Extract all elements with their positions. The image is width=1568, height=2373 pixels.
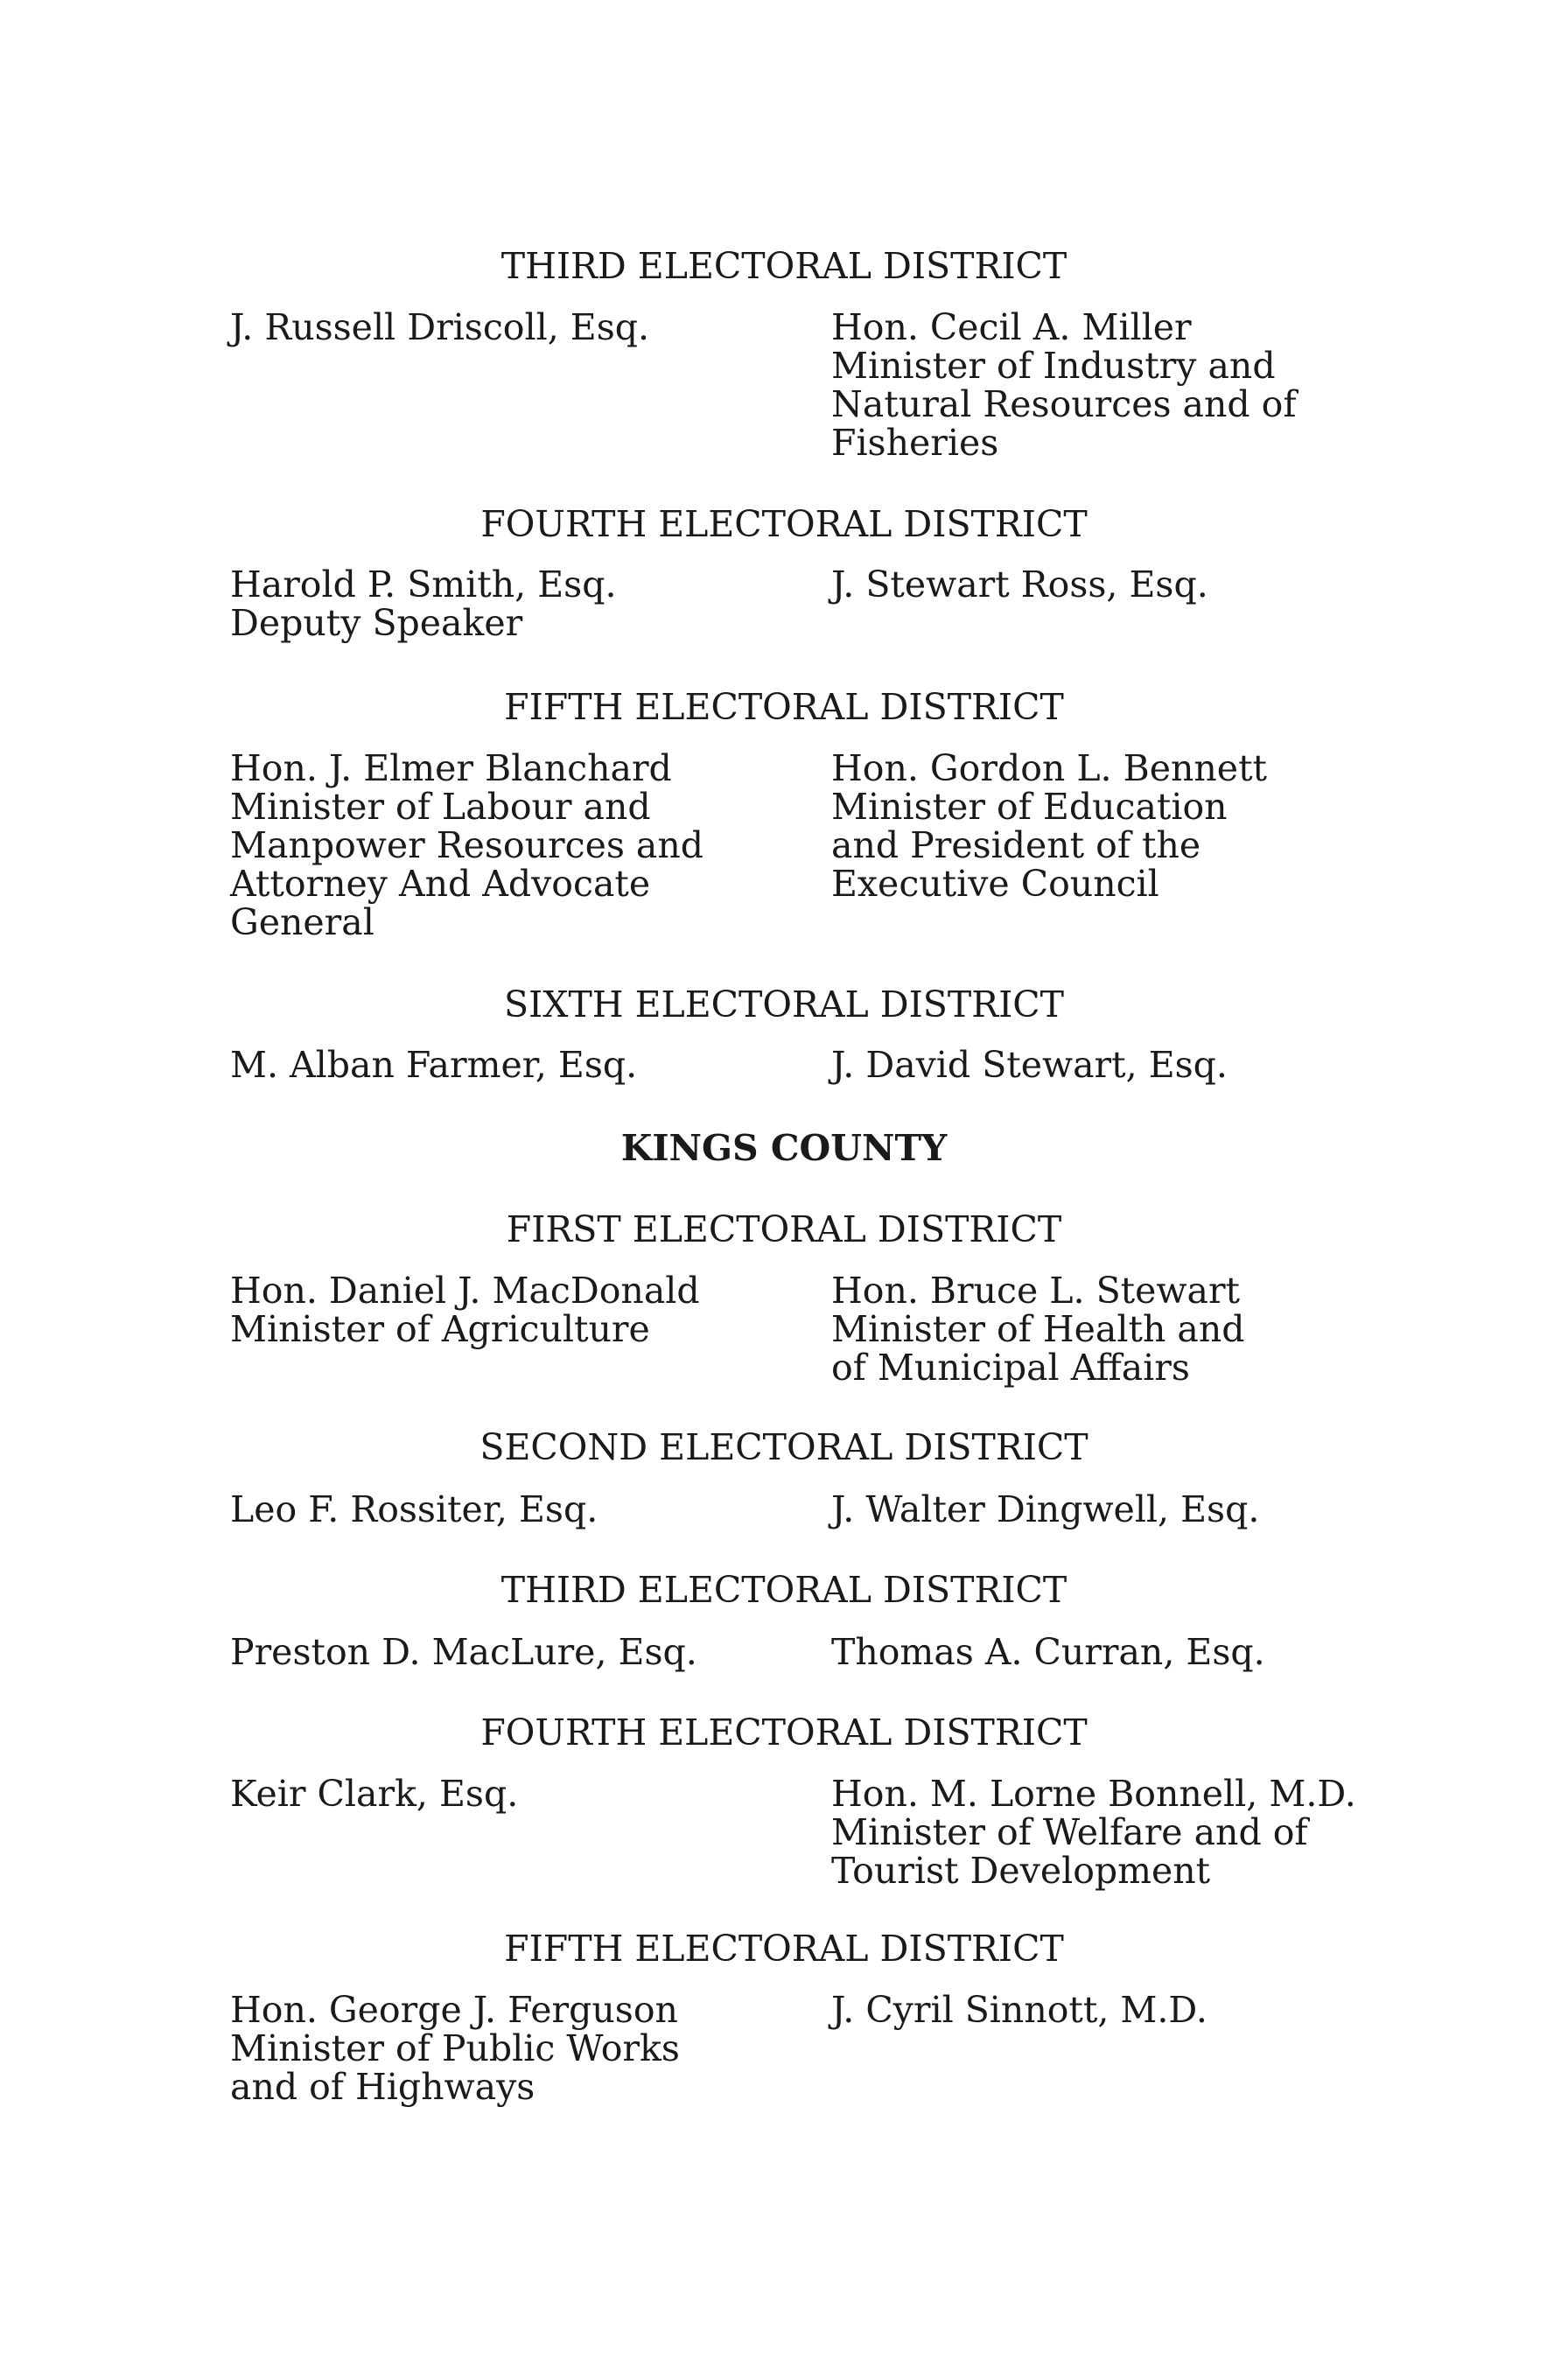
member-left	[230, 308, 790, 346]
member-right	[831, 1046, 1391, 1084]
member-name: J. Russell Driscoll, Esq.	[230, 306, 650, 348]
member-right	[831, 749, 1391, 903]
county-heading: KINGS COUNTY	[620, 1127, 948, 1169]
member-title-line: Minister of Welfare and of	[831, 1811, 1308, 1853]
member-name: Harold P. Smith, Esq.	[230, 564, 617, 606]
member-name: Hon. Daniel J. MacDonald	[230, 1270, 700, 1312]
member-title-line: Tourist Development	[831, 1850, 1211, 1892]
member-name: Hon. Cecil A. Miller	[831, 306, 1192, 348]
member-left	[230, 565, 790, 642]
member-title-line: Attorney And Advocate	[230, 863, 651, 905]
member-title-line: Deputy Speaker	[230, 602, 523, 644]
member-left	[230, 1633, 790, 1671]
member-title-line: and President of the	[831, 824, 1201, 866]
member-left	[230, 1991, 790, 2106]
member-right	[831, 1633, 1391, 1671]
member-title-line: Minister of Education	[831, 786, 1228, 828]
district-heading: FIFTH ELECTORAL DISTRICT	[504, 1928, 1064, 1970]
member-title-line: Executive Council	[831, 863, 1159, 905]
member-left	[230, 1046, 790, 1084]
district-heading: SECOND ELECTORAL DISTRICT	[480, 1426, 1088, 1468]
district-heading: SIXTH ELECTORAL DISTRICT	[503, 984, 1065, 1026]
member-right	[831, 1774, 1391, 1890]
member-name: Hon. Bruce L. Stewart	[831, 1270, 1241, 1312]
district-heading: FIFTH ELECTORAL DISTRICT	[504, 686, 1064, 728]
member-name: Thomas A. Curran, Esq.	[831, 1631, 1265, 1673]
member-name: J. Cyril Sinnott, M.D.	[831, 1989, 1208, 2031]
member-title-line: Minister of Labour and	[230, 786, 651, 828]
member-right	[831, 1991, 1391, 2029]
district-heading: THIRD ELECTORAL DISTRICT	[500, 245, 1068, 287]
member-title-line: of Municipal Affairs	[831, 1347, 1190, 1389]
district-heading: FOURTH ELECTORAL DISTRICT	[480, 503, 1088, 545]
member-name: J. Stewart Ross, Esq.	[831, 564, 1208, 606]
member-left	[230, 1774, 790, 1813]
member-name: Hon. Gordon L. Bennett	[831, 747, 1268, 789]
member-title-line: and of Highways	[230, 2066, 536, 2108]
member-title-line: Natural Resources and of	[831, 383, 1297, 425]
member-name: J. Walter Dingwell, Esq.	[831, 1488, 1260, 1530]
member-left	[230, 1490, 790, 1529]
member-name: Hon. George J. Ferguson	[230, 1989, 678, 2031]
member-name: Hon. J. Elmer Blanchard	[230, 747, 672, 789]
member-right	[831, 1271, 1391, 1387]
member-title-line: Minister of Agriculture	[230, 1308, 650, 1350]
member-title-line: General	[230, 901, 374, 943]
district-heading: FIRST ELECTORAL DISTRICT	[506, 1208, 1062, 1250]
member-title-line: Minister of Health and	[831, 1308, 1245, 1350]
member-title-line: Fisheries	[831, 422, 999, 464]
member-name: M. Alban Farmer, Esq.	[230, 1044, 638, 1086]
district-heading: THIRD ELECTORAL DISTRICT	[500, 1569, 1068, 1611]
member-title-line: Manpower Resources and	[230, 824, 704, 866]
member-left	[230, 1271, 790, 1348]
member-right	[831, 565, 1391, 604]
member-name: Leo F. Rossiter, Esq.	[230, 1488, 598, 1530]
member-title-line: Minister of Industry and	[831, 345, 1276, 387]
member-left	[230, 749, 790, 942]
member-name: Preston D. MacLure, Esq.	[230, 1631, 697, 1673]
member-name: Hon. M. Lorne Bonnell, M.D.	[831, 1773, 1356, 1815]
member-right	[831, 1490, 1391, 1529]
member-title-line: Minister of Public Works	[230, 2027, 680, 2069]
member-name: Keir Clark, Esq.	[230, 1773, 519, 1815]
district-heading: FOURTH ELECTORAL DISTRICT	[480, 1712, 1088, 1754]
member-right	[831, 308, 1391, 462]
member-name: J. David Stewart, Esq.	[831, 1044, 1228, 1086]
